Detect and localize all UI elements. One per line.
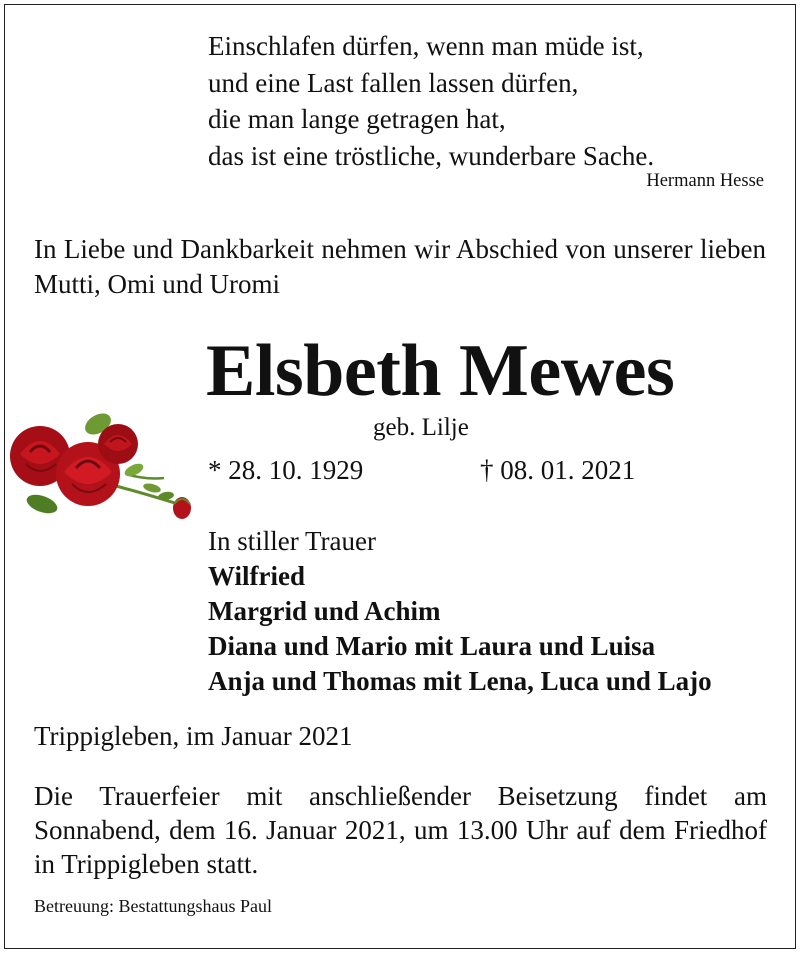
deceased-name: Elsbeth Mewes [206, 330, 675, 412]
roses-image [6, 404, 196, 524]
death-date: † 08. 01. 2021 [480, 455, 636, 485]
mourner-name: Diana und Mario mit Laura und Luisa [208, 631, 656, 661]
mourners-block [208, 524, 712, 699]
poem-line: die man lange getragen hat, [208, 104, 506, 134]
poem-author: Hermann Hesse [646, 171, 764, 191]
ceremony-notice: Die Trauerfeier mit anschließender Beisetzung findet am Sonnabend, dem 16. Januar 2021, um 13.00 Uhr auf dem Friedhof in Trippigleben statt. [34, 781, 767, 879]
mourners-heading: In stiller Trauer [208, 526, 376, 556]
poem-line: und eine Last fallen lassen dürfen, [208, 67, 579, 98]
poem-line: Einschlafen dürfen, wenn man müde ist, [208, 31, 644, 61]
mourner-name: Wilfried [208, 561, 305, 591]
farewell-intro: In Liebe und Dankbarkeit nehmen wir Abschied von unserer lieben Mutti, Omi und Uromi [34, 234, 766, 299]
poem [208, 28, 654, 174]
funeral-home-credit: Betreuung: Bestattungshaus Paul [34, 896, 272, 916]
place-date: Trippigleben, im Januar 2021 [34, 721, 353, 751]
maiden-name: geb. Lilje [373, 414, 469, 441]
poem-line: das ist eine tröstliche, wunderbare Sache. [208, 140, 655, 171]
mourner-name: Anja und Thomas mit Lena, Luca und Lajo [208, 666, 712, 696]
mourner-name: Margrid und Achim [208, 596, 441, 626]
birth-date: * 28. 10. 1929 [208, 455, 364, 485]
